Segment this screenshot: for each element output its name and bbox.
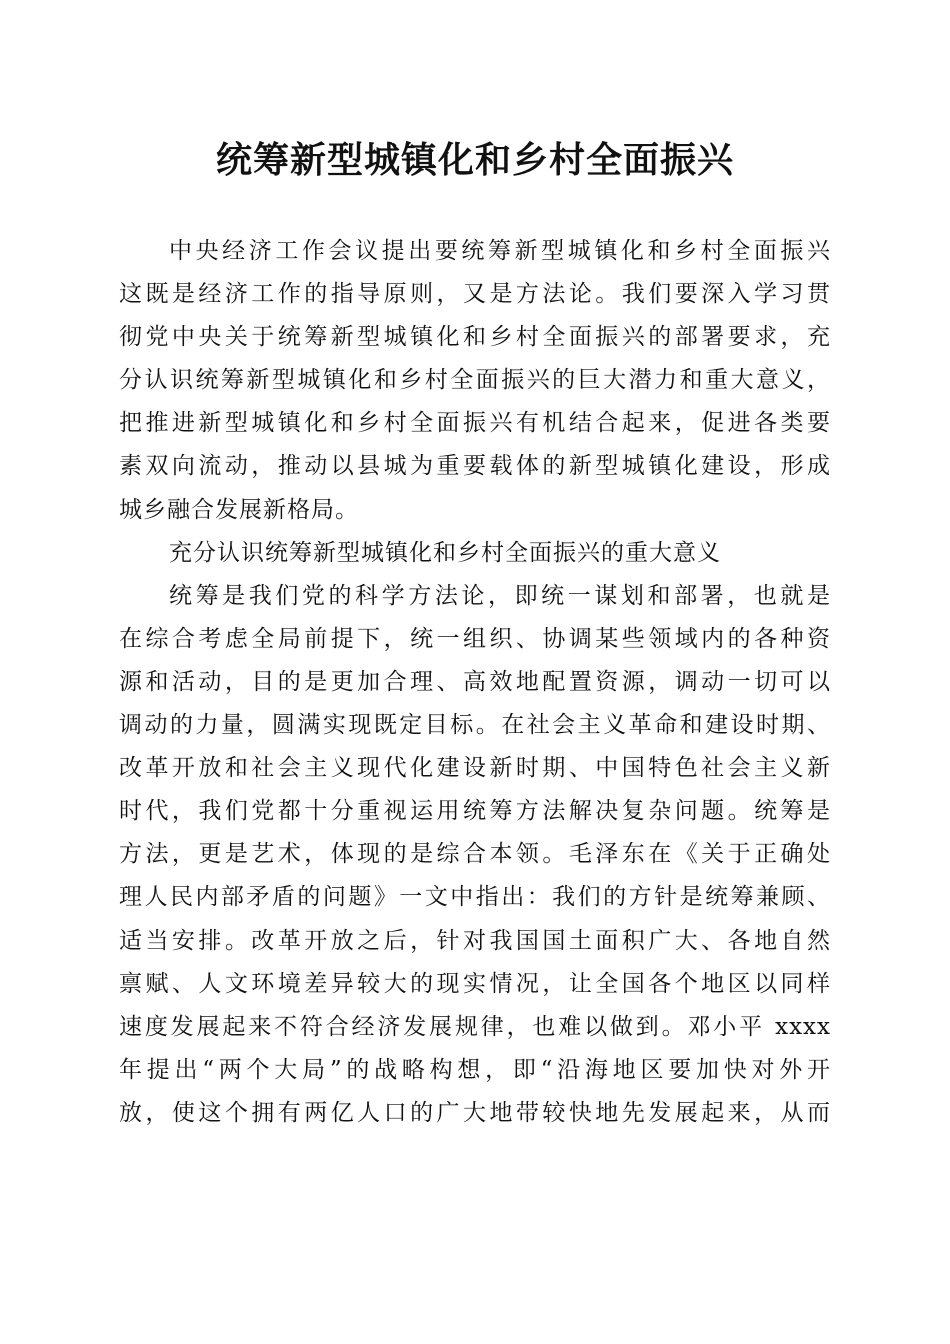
paragraph-3-line-3: 源和活动，目的是更加合理、高效地配置资源，调动一切可以 xyxy=(119,668,831,695)
paragraph-1-line-7: 城乡融合发展新格局。 xyxy=(119,496,359,523)
paragraph-3-line-10: 禀赋、人文环境差异较大的现实情况，让全国各个地区以同样 xyxy=(119,970,831,997)
paragraph-3-line-4: 调动的力量，圆满实现既定目标。在社会主义革命和建设时期、 xyxy=(119,712,831,739)
paragraph-1-line-4: 分认识统筹新型城镇化和乡村全面振兴的巨大潜力和重大意义， xyxy=(119,367,831,394)
document-body xyxy=(119,230,831,1135)
paragraph-1-line-5: 把推进新型城镇化和乡村全面振兴有机结合起来，促进各类要 xyxy=(119,410,831,437)
paragraph-1-line-6: 素双向流动，推动以县城为重要载体的新型城镇化建设，形成 xyxy=(119,453,831,480)
paragraph-1-line-3: 彻党中央关于统筹新型城镇化和乡村全面振兴的部署要求，充 xyxy=(119,324,831,351)
paragraph-3-line-6: 时代，我们党都十分重视运用统筹方法解决复杂问题。统筹是 xyxy=(119,798,831,825)
section-heading: 充分认识统筹新型城镇化和乡村全面振兴的重大意义 xyxy=(169,539,721,566)
paragraph-1-line-2: 这既是经济工作的指导原则，又是方法论。我们要深入学习贯 xyxy=(119,281,831,308)
paragraph-3-line-9: 适当安排。改革开放之后，针对我国国土面积广大、各地自然 xyxy=(119,927,831,954)
paragraph-3-line-7: 方法，更是艺术，体现的是综合本领。毛泽东在《关于正确处 xyxy=(119,841,831,868)
paragraph-3-line-2: 在综合考虑全局前提下，统一组织、协调某些领域内的各种资 xyxy=(119,625,831,652)
paragraph-1-line-1: 中央经济工作会议提出要统筹新型城镇化和乡村全面振兴 xyxy=(169,238,831,264)
paragraph-3-line-11: 速度发展起来不符合经济发展规律，也难以做到。邓小平 xxxx xyxy=(119,1013,831,1040)
paragraph-3-line-8: 理人民内部矛盾的问题》一文中指出：我们的方针是统筹兼顾、 xyxy=(119,884,831,911)
document-title: 统筹新型城镇化和乡村全面振兴 xyxy=(215,139,734,181)
paragraph-3-line-5: 改革开放和社会主义现代化建设新时期、中国特色社会主义新 xyxy=(119,755,831,782)
paragraph-3-line-1: 统筹是我们党的科学方法论，即统一谋划和部署，也就是 xyxy=(169,582,831,609)
paragraph-3-line-12: 年提出“两个大局”的战略构想，即“沿海地区要加快对外开 xyxy=(119,1056,831,1083)
paragraph-3-line-13: 放，使这个拥有两亿人口的广大地带较快地先发展起来，从而 xyxy=(119,1099,831,1126)
